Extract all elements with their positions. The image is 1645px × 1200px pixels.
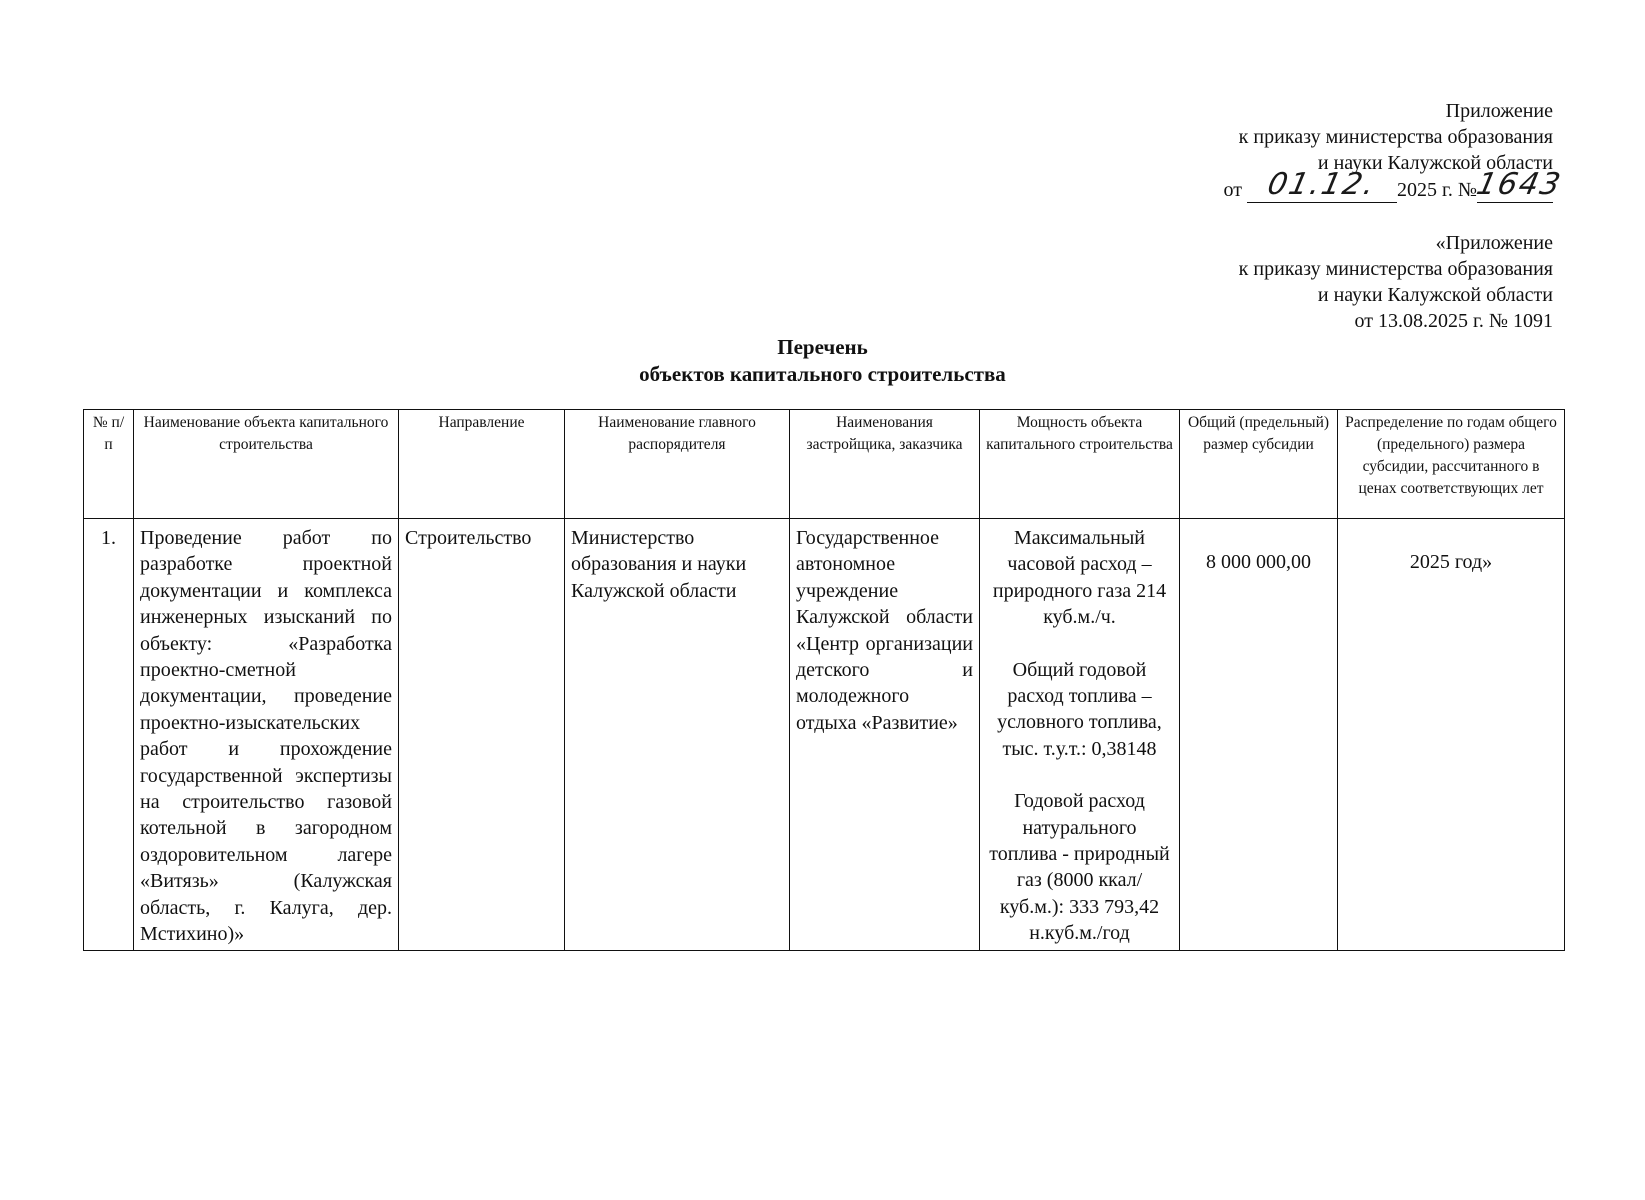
appendix-line-1: Приложение [1445,100,1553,122]
appendix-line-2: к приказу министерства образования [1238,126,1553,148]
header-object-name: Наименование объекта капитального строительства [134,410,399,519]
appendix-line-3: и науки Калужской области [1317,152,1553,174]
original-line-3: и науки Калужской области [1317,284,1553,306]
order-date-handwritten: 01.12. [1264,167,1380,202]
header-main-manager: Наименование главного распорядителя [565,410,790,519]
original-line-2: к приказу министерства образования [1238,258,1553,280]
order-number-handwritten: 1643 [1473,167,1566,202]
header-subsidy: Общий (предельный) размер субсидии [1180,410,1338,519]
header-direction: Направление [399,410,565,519]
header-developer: Наименования застройщика, заказчика [790,410,980,519]
cell-capacity [980,519,1180,951]
order-number-blank [1473,167,1566,203]
header-capacity: Мощность объекта капитального строительства [980,410,1180,519]
cell-main-manager: Министерство образования и науки Калужской области [565,519,790,951]
order-year-number-label: 2025 г. № [1396,179,1477,201]
table-row [84,519,1565,951]
order-date-blank [1247,167,1397,203]
capacity-hourly: Максимальный часовой расход – природного газа 214 куб.м./ч. [992,527,1167,629]
cell-subsidy: 8 000 000,00 [1180,519,1338,951]
title-line-1: Перечень [777,335,868,359]
objects-table [83,409,1565,951]
cell-years: 2025 год» [1338,519,1565,951]
title-line-2: объектов капитального строительства [639,362,1006,386]
cell-object-name: Проведение работ по разработке проектной документации и комплекса инженерных изысканий по объекту: «Разработка проектно-сметной документации, проведение проектно-изыскательских работ и прохождение государственной экспертизы на строительство газовой котельной в загородном оздоровительном лагере «Витязь» (Калужская область, г. Калуга, дер. Мстихино)» [134,519,399,951]
capacity-annual-conventional: Общий годовой расход топлива – условного топлива, тыс. т.у.т.: 0,38148 [997,658,1162,760]
order-prefix: от [1223,179,1242,201]
header-years: Распределение по годам общего (предельного) размера субсидии, рассчитанного в ценах соответствующих лет [1338,410,1565,519]
table-header-row [84,410,1565,519]
cell-direction: Строительство [399,519,565,951]
document-title [0,334,1645,388]
header-num: № п/п [84,410,134,519]
cell-num: 1. [84,519,134,951]
original-appendix-header [1239,230,1553,334]
cell-developer: Государственное автономное учреждение Калужской области «Центр организации детского и молодежного отдыха «Развитие» [790,519,980,951]
appendix-header [1223,98,1566,203]
order-date-line [1223,167,1566,203]
capacity-annual-natural: Годовой расход натурального топлива - природный газ (8000 ккал/куб.м.): 333 793,42 н.куб.м./год [989,790,1170,945]
original-line-1: «Приложение [1435,232,1553,254]
original-line-4: от 13.08.2025 г. № 1091 [1354,310,1553,332]
